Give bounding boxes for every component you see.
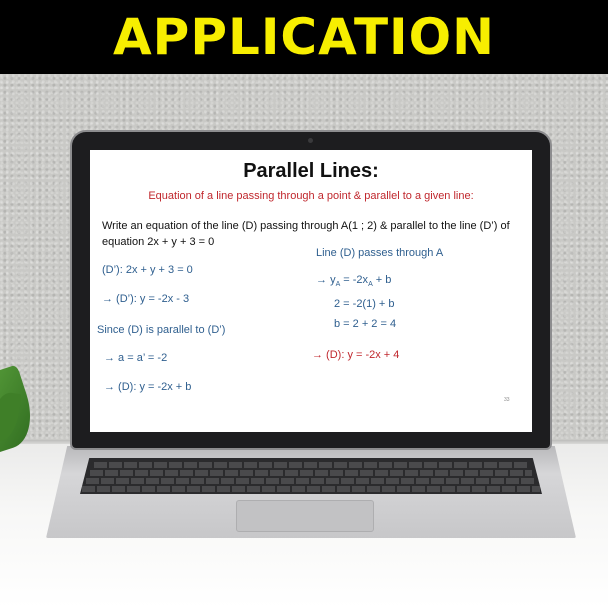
step-substituted: 2 = -2(1) + b bbox=[334, 298, 395, 310]
key-row bbox=[90, 470, 532, 476]
arrow-icon: → bbox=[316, 274, 327, 286]
step-slope-equal: → a = a’ = -2 bbox=[104, 352, 168, 364]
step-substitution-formula bbox=[316, 274, 391, 288]
title-banner bbox=[0, 0, 608, 74]
slide-page-number: 33 bbox=[504, 397, 510, 403]
laptop-trackpad bbox=[236, 500, 374, 532]
step-parallel-reason: Since (D) is parallel to (D’) bbox=[97, 324, 226, 336]
step-line-equation: (D’): 2x + y + 3 = 0 bbox=[102, 264, 193, 276]
step-passes-through: Line (D) passes through A bbox=[316, 247, 444, 259]
key-row bbox=[94, 462, 528, 468]
camera-icon bbox=[308, 138, 313, 143]
step-general-form: → (D): y = -2x + b bbox=[104, 381, 192, 393]
banner-title: APPLICATION bbox=[112, 8, 496, 66]
slide-subtitle: Equation of a line passing through a point & parallel to a given line: bbox=[148, 190, 474, 202]
formula-subscript: A bbox=[368, 281, 373, 289]
step-slope-form: → (D’): y = -2x - 3 bbox=[102, 293, 190, 305]
step-solve-b: b = 2 + 2 = 4 bbox=[334, 318, 397, 330]
key-row bbox=[82, 486, 540, 492]
laptop-keyboard bbox=[80, 458, 542, 494]
final-answer: → (D): y = -2x + 4 bbox=[312, 349, 400, 361]
problem-statement: Write an equation of the line (D) passing through A(1 ; 2) & parallel to the line (D’) of equation 2x + y + 3 = 0 bbox=[102, 220, 510, 248]
slide-title: Parallel Lines: bbox=[243, 160, 379, 182]
presentation-slide bbox=[90, 150, 532, 432]
formula-middle: = -2x bbox=[340, 274, 369, 286]
formula-subscript: A bbox=[335, 281, 341, 289]
formula-tail: + b bbox=[372, 274, 392, 286]
formula-y: y bbox=[330, 274, 336, 286]
laptop-lid bbox=[72, 132, 550, 448]
key-row bbox=[86, 478, 536, 484]
